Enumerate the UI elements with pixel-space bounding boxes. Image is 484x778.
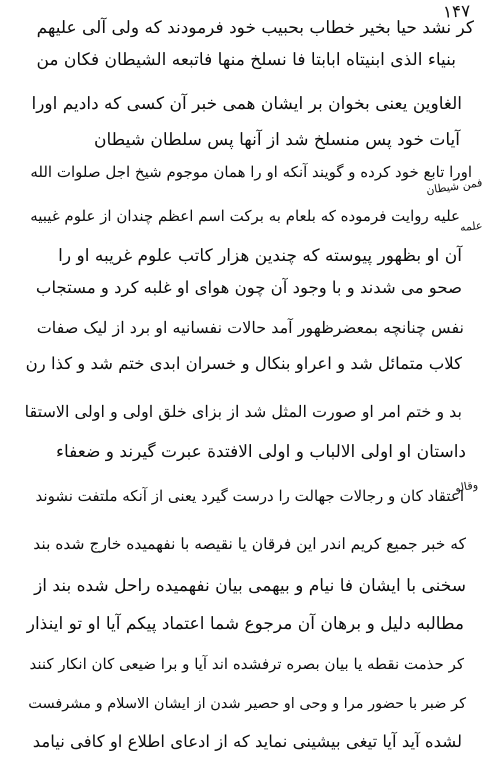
marginal-note: علمه <box>458 218 483 235</box>
manuscript-line: اعتقاد کان و رجالات جهالت را درست گیرد یعنی از آنکه ملتفت نشوند <box>35 487 464 505</box>
manuscript-line: اورا تابع خود کرده و گویند آنکه او را همان موجوم شیخ اجل صلوات الله <box>30 163 472 181</box>
manuscript-line: سخنی با ایشان فا نیام و بیهمی بیان نفهمیده راحل شده بند از <box>34 576 466 596</box>
marginal-note: فمن شیطان <box>424 176 483 197</box>
page-number: ۱۴۷ <box>442 1 471 23</box>
manuscript-line: علیه روایت فرموده که بلعام به برکت اسم اعظم چندان از علوم غیبیه <box>30 207 460 225</box>
manuscript-line: نفس چنانچه بمعضرظهور آمد حالات نفسانیه او برد از لیک صفات <box>36 318 464 337</box>
marginal-note: وقالو <box>454 478 479 495</box>
manuscript-line: الغاوین یعنی بخوان بر ایشان همی خبر آن کسی که دادیم اورا <box>31 94 462 114</box>
manuscript-line: آن او بظهور پیوسته که چندین هزار کاتب علوم غریبه او را <box>58 246 462 266</box>
manuscript-line: که خبر جمیع کریم اندر این فرقان یا نقیصه با نفهمیده خارج شده بند <box>33 535 466 553</box>
manuscript-line: بد و ختم امر او صورت المثل شد از بزای خلق اولی و اولی الاستقا <box>24 402 462 421</box>
manuscript-line: مطالبه دلیل و برهان آن مرجوع شما اعتماد پیکم آیا او تو اینذار <box>26 614 464 634</box>
manuscript-line: کر نشد حیا بخیر خطاب بحبیب خود فرمودند که ولی آلی علیهم <box>36 18 474 38</box>
manuscript-line: بنیاء الذی ابنیتاه ابابتا فا نسلخ منها فاتبعه الشیطان فکان من <box>36 50 456 70</box>
manuscript-line: لشده آید آیا تیغی بیشینی نماید که از ادعای اطلاع او کافی نیامد <box>32 732 462 751</box>
manuscript-line: کلاب متمائل شد و اعراو بنکال و خسران ابدی ختم شد و کذا رن <box>25 354 462 373</box>
manuscript-line: داستان او اولی الالباب و اولی الافتدة عبرت گیرند و ضعفاء <box>55 442 466 462</box>
manuscript-line: صحو می شدند و با وجود آن چون هوای او غلبه کرد و مستجاب <box>35 278 462 297</box>
manuscript-line: آیات خود پس منسلخ شد از آنها پس سلطان شیطان <box>94 130 460 150</box>
manuscript-line: کر ضبر با حضور مرا و وحی او حصیر شدن از ایشان الاسلام و مشرفست <box>28 696 466 712</box>
manuscript-line: کر حذمت نقطه یا بیان بصره ترفشده اند آیا و برا ضیعی کان انکار کنند <box>29 655 464 673</box>
